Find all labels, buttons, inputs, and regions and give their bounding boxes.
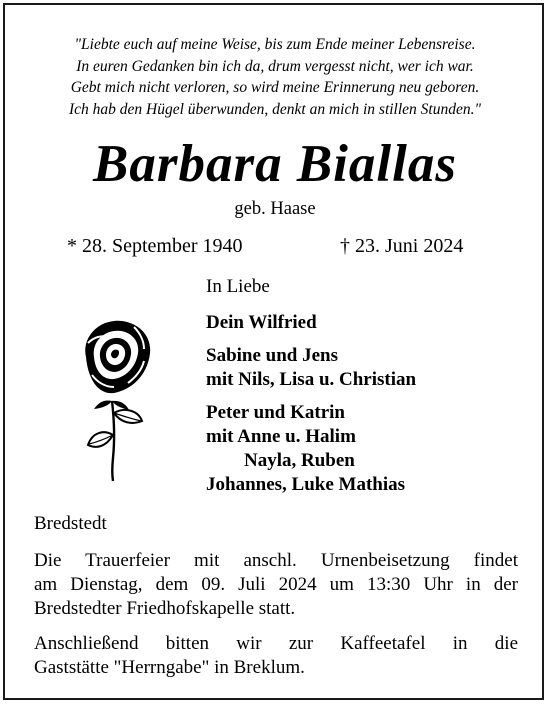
maiden-name: geb. Haase [234,199,316,219]
poem-line: Ich hab den Hügel überwunden, denkt an mich in stillen Stunden." [68,100,481,118]
mourner-group [206,344,416,392]
rose-icon [68,313,178,483]
funeral-line: Bredstedter Friedhofskapelle statt. [34,598,296,619]
mourner-group [206,401,416,497]
death-date: † 23. Juni 2024 [340,235,464,257]
reception-line: Gaststätte "Herrngabe" in Breklum. [34,657,305,678]
mourner-line: Johannes, Luke Mathias [206,474,406,495]
mourner-line: mit Anne u. Halim [206,426,356,447]
mourner-line: Peter und Katrin [206,402,345,423]
poem-line: Gebt mich nicht verloren, so wird meine Erinnerung neu geboren. [70,79,480,96]
funeral-line: Die Trauerfeier mit anschl. Urnenbeisetzung findet [34,550,518,571]
mourner-group [206,311,416,335]
birth-date: * 28. September 1940 [67,235,243,257]
reception-details [34,632,518,680]
poem-line: In euren Gedanken bin ich da, drum vergesst nicht, wer ich war. [76,57,474,75]
funeral-details [34,549,518,621]
poem [0,34,550,120]
mourners-intro: In Liebe [206,276,270,297]
deceased-name: Barbara Biallas [92,135,457,193]
mourner-line: Nayla, Ruben [244,450,355,471]
mourner-line: Dein Wilfried [206,312,317,333]
mourner-line: mit Nils, Lisa u. Christian [206,369,417,390]
mourner-line: Sabine und Jens [206,345,339,366]
funeral-line: am Dienstag, dem 09. Juli 2024 um 13:30 Uhr in der [34,574,518,595]
poem-line: "Liebte euch auf meine Weise, bis zum Ende meiner Lebensreise. [74,36,476,53]
town: Bredstedt [34,513,107,534]
mourners-list [206,311,416,506]
reception-line: Anschließend bitten wir zur Kaffeetafel in die [34,633,518,654]
